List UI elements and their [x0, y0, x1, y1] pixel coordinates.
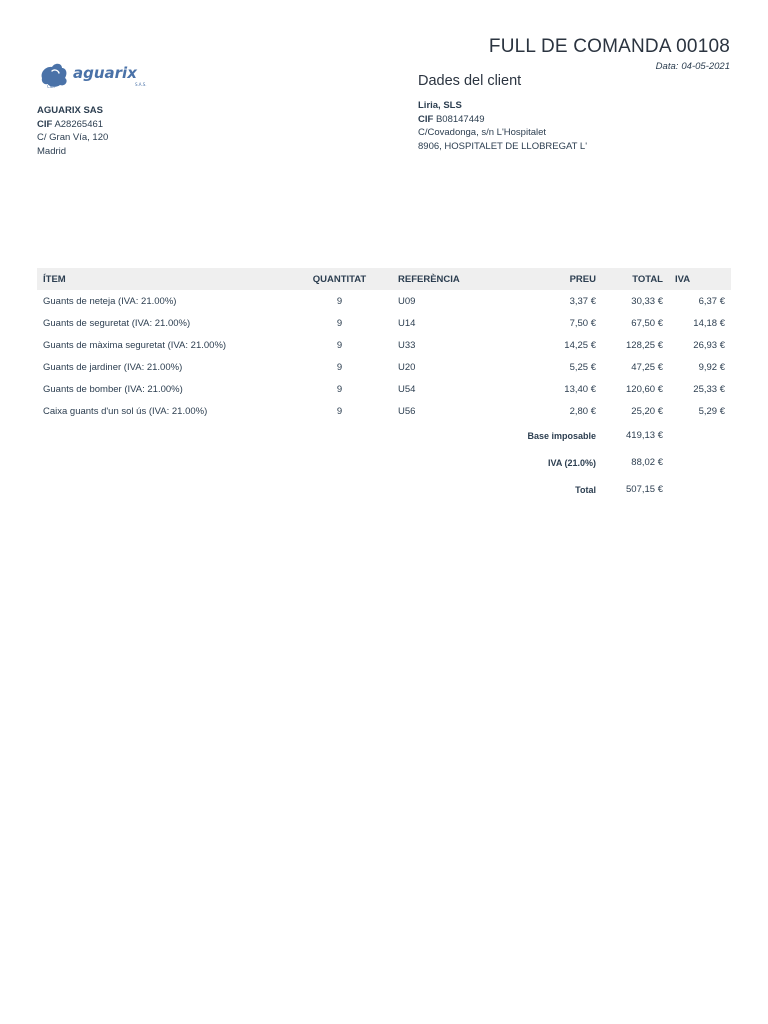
client-city: 8906, HOSPITALET DE LLOBREGAT L' — [418, 140, 588, 152]
cell-reference: U20 — [398, 361, 416, 373]
cell-iva: 25,33 € — [693, 383, 725, 395]
client-cif-label: CIF — [418, 113, 434, 125]
cell-quantity: 9 — [336, 295, 343, 307]
table-row — [37, 312, 731, 334]
cell-quantity: 9 — [336, 383, 343, 395]
cell-reference: U54 — [398, 383, 416, 395]
company-address: C/ Gran Vía, 120 — [37, 132, 109, 143]
summary-total-value: 507,15 € — [626, 484, 663, 495]
cell-price: 13,40 € — [564, 383, 596, 395]
cell-total: 25,20 € — [631, 405, 663, 417]
cell-quantity: 9 — [336, 317, 343, 329]
client-address: C/Covadonga, s/n L'Hospitalet — [418, 127, 547, 138]
cell-item: Guants de bomber (IVA: 21.00%) — [43, 383, 183, 395]
items-table — [37, 268, 731, 503]
cell-reference: U56 — [398, 405, 416, 417]
cell-quantity: 9 — [336, 405, 343, 417]
cell-total: 47,25 € — [631, 361, 663, 373]
cell-total: 67,50 € — [631, 317, 663, 329]
cell-price: 14,25 € — [564, 339, 596, 351]
cell-total: 128,25 € — [626, 339, 663, 351]
table-header-row — [37, 268, 731, 290]
column-header-iva: IVA — [669, 268, 731, 290]
cell-iva: 6,37 € — [698, 295, 725, 307]
client-cif-value: B08147449 — [435, 113, 485, 125]
column-header-quantity: QUANTITAT — [287, 268, 392, 290]
cell-item: Guants de neteja (IVA: 21.00%) — [43, 295, 177, 307]
client-details — [418, 99, 587, 153]
date-label: Data: — [655, 61, 679, 72]
summary-iva-value: 88,02 € — [631, 457, 663, 468]
summary-base-label: Base imposable — [527, 430, 596, 441]
cell-item: Guants de màxima seguretat (IVA: 21.00%) — [43, 339, 227, 351]
cell-reference: U09 — [398, 295, 416, 307]
table-row — [37, 378, 731, 400]
summary-row-total — [37, 476, 731, 503]
client-heading: Dades del client — [418, 73, 522, 89]
cell-iva: 9,92 € — [698, 361, 725, 373]
cell-iva: 26,93 € — [693, 339, 725, 351]
logo-suffix: S.A.S. — [135, 82, 147, 87]
date-value: 04-05-2021 — [681, 61, 730, 72]
summary-row-base — [37, 422, 731, 449]
summary-row-iva — [37, 449, 731, 476]
logo-wordmark: aguarix — [73, 64, 137, 82]
cell-total: 30,33 € — [631, 295, 663, 307]
cell-quantity: 9 — [336, 339, 343, 351]
company-details — [37, 104, 108, 158]
client-name: Liria, SLS — [418, 100, 462, 111]
cell-total: 120,60 € — [626, 383, 663, 395]
table-row — [37, 356, 731, 378]
cell-price: 7,50 € — [569, 317, 596, 329]
cell-iva: 14,18 € — [693, 317, 725, 329]
cell-reference: U14 — [398, 317, 416, 329]
cell-quantity: 9 — [336, 361, 343, 373]
company-name: AGUARIX SAS — [37, 105, 103, 116]
table-row — [37, 290, 731, 312]
cell-price: 5,25 € — [569, 361, 596, 373]
document-title: FULL DE COMANDA 00108 — [488, 36, 730, 57]
summary-iva-label: IVA (21.0%) — [547, 457, 596, 468]
column-header-reference: REFERÈNCIA — [392, 268, 512, 290]
cell-item: Guants de seguretat (IVA: 21.00%) — [43, 317, 191, 329]
cell-price: 2,80 € — [569, 405, 596, 417]
cell-price: 3,37 € — [569, 295, 596, 307]
company-city: Madrid — [37, 145, 67, 157]
logo-tag: CIEF — [47, 84, 56, 89]
summary-total-label: Total — [575, 484, 596, 495]
company-cif-label: CIF — [37, 118, 53, 130]
company-logo — [38, 58, 158, 90]
company-cif-value: A28265461 — [54, 118, 104, 130]
cell-item: Guants de jardiner (IVA: 21.00%) — [43, 361, 183, 373]
document-date — [656, 61, 730, 72]
cell-reference: U33 — [398, 339, 416, 351]
column-header-item: ÍTEM — [37, 268, 287, 290]
table-row — [37, 400, 731, 422]
column-header-total: TOTAL — [602, 268, 669, 290]
company-cif — [37, 118, 108, 132]
cell-item: Caixa guants d'un sol ús (IVA: 21.00%) — [43, 405, 208, 417]
cell-iva: 5,29 € — [698, 405, 725, 417]
client-cif — [418, 113, 587, 127]
summary-base-value: 419,13 € — [626, 430, 663, 441]
table-row — [37, 334, 731, 356]
column-header-price: PREU — [512, 268, 602, 290]
